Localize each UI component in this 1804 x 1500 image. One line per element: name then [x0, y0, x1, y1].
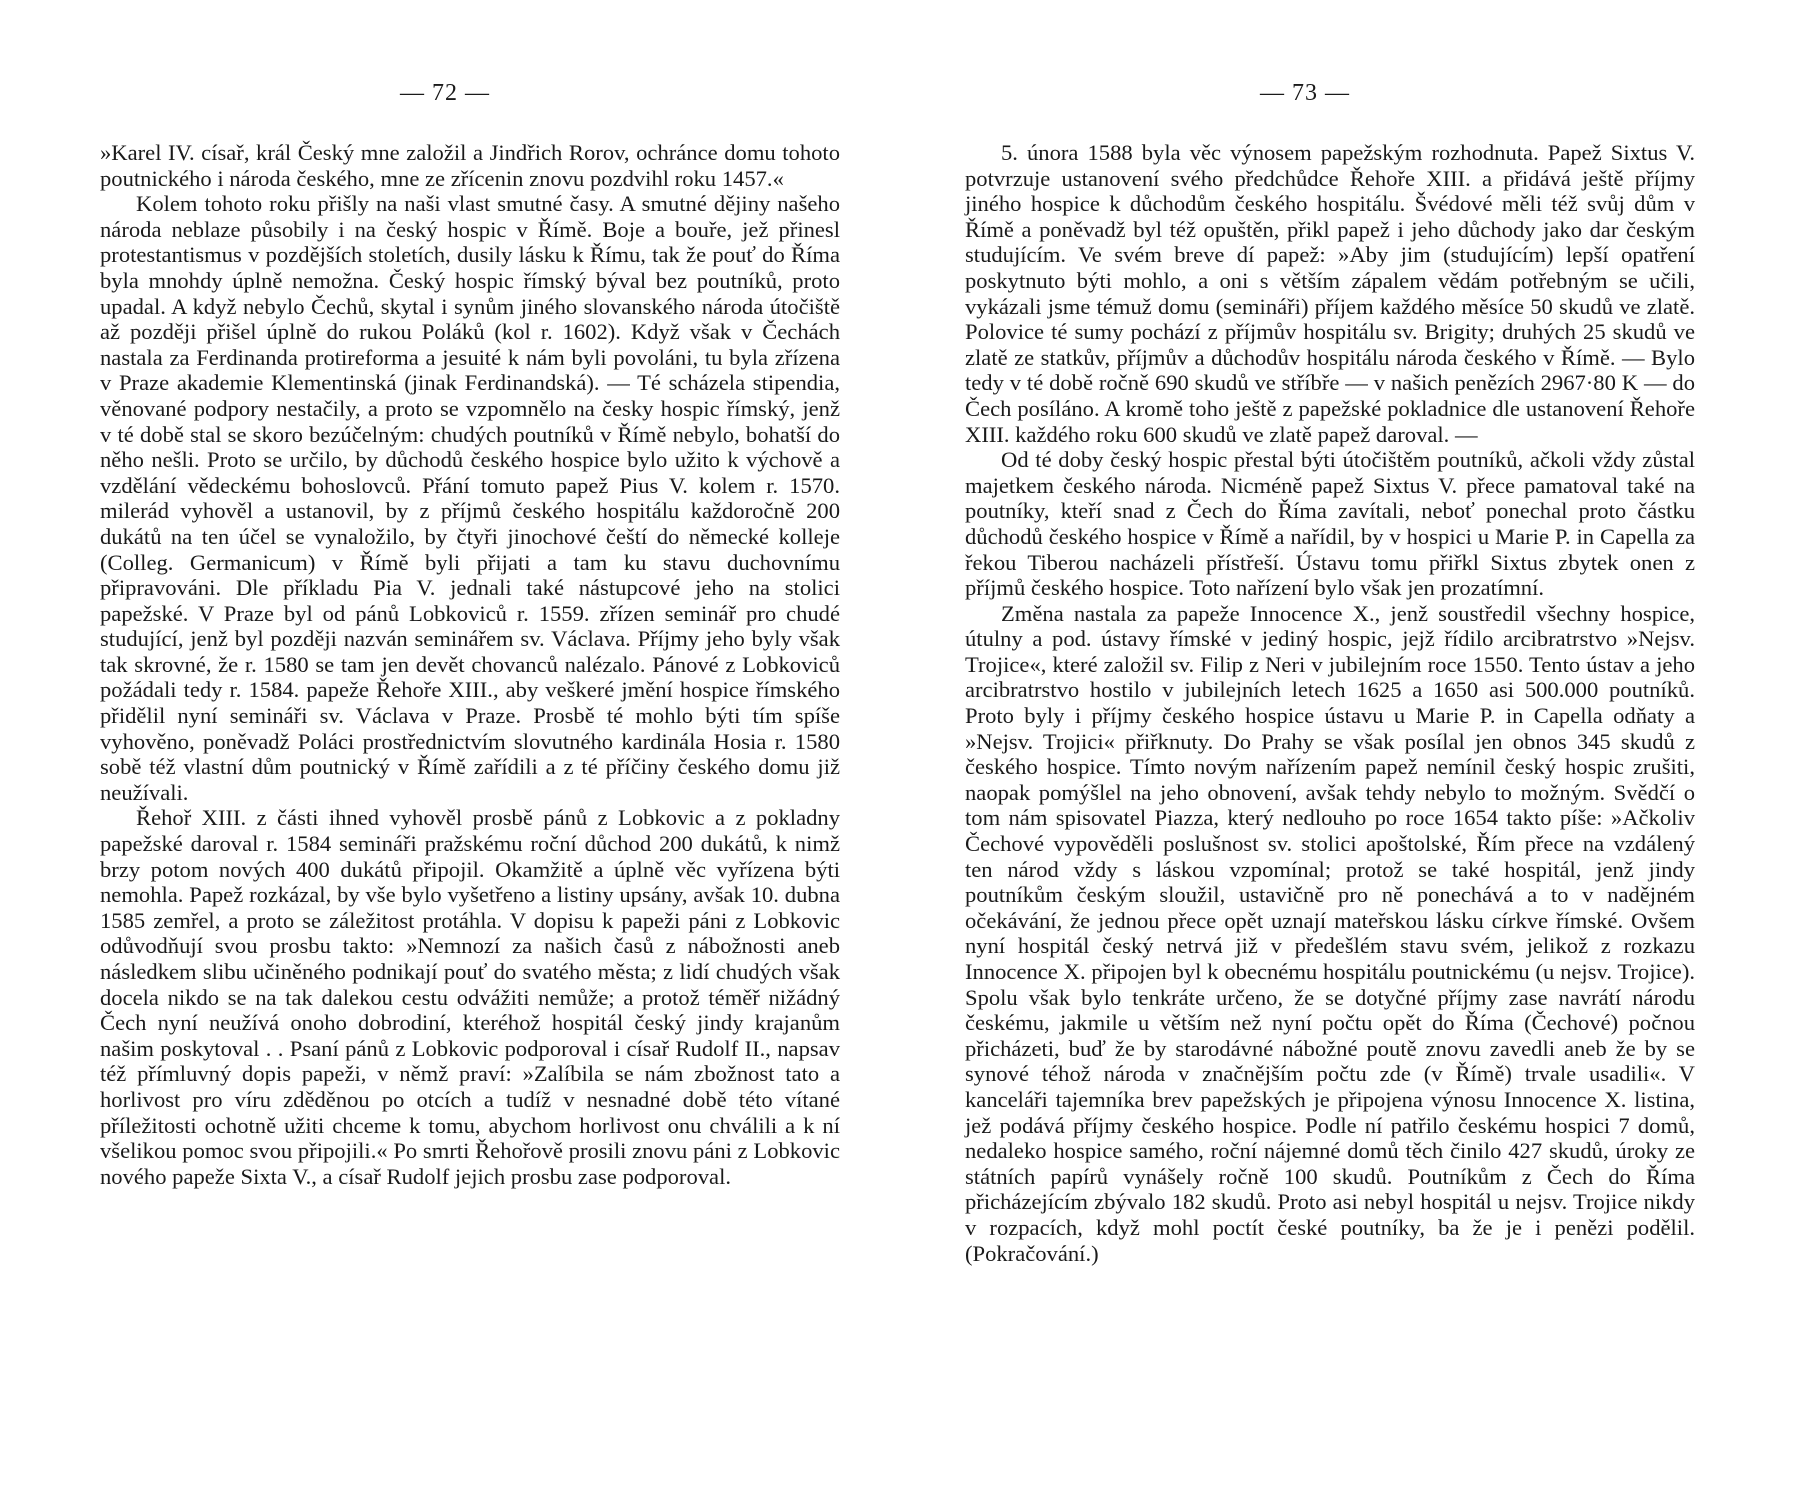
page-number-left: — 72 — [400, 80, 490, 106]
left-page [100, 0, 840, 1500]
paragraph: Od té doby český hospic přestal býti útočištěm poutníků, ačkoli vždy zůstal majetkem českého národa. Nicméně papež Sixtus V. přece pamatoval také na poutníky, kteří snad z Čech do Říma zavítali, neboť ponechal proto částku důchodů českého hospice v Římě a nařídil, by v hospici u Marie P. in Capella za řekou Tiberou nacházeli přístřeší. Ústavu tomu přiřkl Sixtus zbytek onen z příjmů českého hospice. Toto nařízení bylo však jen prozatímní. [965, 447, 1695, 601]
right-page [965, 0, 1695, 1500]
paragraph: Kolem tohoto roku přišly na naši vlast smutné časy. A smutné dějiny našeho národa neblaze působily i na český hospic v Římě. Boje a bouře, jež přinesl protestantismus v pozdějších stoletích, dusily lásku k Římu, tak že pouť do Říma byla mnohdy úplně nemožna. Český hospic římský býval bez poutníků, proto upadal. A když nebylo Čechů, skytal i synům jiného slovanského národa útočiště až později přišel úplně do rukou Poláků (kol r. 1602). Když však v Čechách nastala za Ferdinanda protireforma a jesuité k nám byli povoláni, tu byla zřízena v Praze akademie Klementinská (jinak Ferdinandská). — Té scházela stipendia, věnované podpory nestačily, a proto se vzpomnělo na česky hospic římský, jenž v té době stal se skoro bezúčelným: chudých poutníků v Římě nebylo, bohatší do něho nešli. Proto se určilo, by důchodů českého hospice bylo užito k výchově a vzdělání vědeckému bohoslovců. Přání tomuto papež Pius V. kolem r. 1570. milerád vyhověl a ustanovil, by z příjmů českého hospitálu každoročně 200 dukátů na ten účel se vynaložilo, by čtyři jinochové čeští do německé kolleje (Colleg. Germanicum) v Římě byli přijati a tam ku stavu duchovnímu připravováni. Dle příkladu Pia V. jednali také nástupcové jeho na stolici papežské. V Praze byl od pánů Lobkoviců r. 1559. zřízen seminář pro chudé studující, jenž byl později nazván seminářem sv. Václava. Příjmy jeho byly však tak skrovné, že r. 1580 se tam jen devět chovanců nalézalo. Pánové z Lobkoviců požádali tedy r. 1584. papeže Řehoře XIII., aby veškeré jmění hospice římského přidělil nyní semináři sv. Václava v Praze. Prosbě té mohlo býti tím spíše vyhověno, poněvadž Poláci prostřednictvím slovutného kardinála Hosia r. 1580 sobě též vlastní dům poutnický v Římě zařídili a z té příčiny českého domu již neužívali. [100, 191, 840, 805]
paragraph: Změna nastala za papeže Innocence X., jenž soustředil všechny hospice, útulny a pod. ústavy římské v jediný hospic, jejž řídilo arcibratrstvo »Nejsv. Trojice«, které založil sv. Filip z Neri v jubilejním roce 1550. Tento ústav a jeho arcibratrstvo hostilo v jubilejních letech 1625 a 1650 asi 500.000 poutníků. Proto byly i příjmy českého hospice ústavu u Marie P. in Capella odňaty a »Nejsv. Trojici« přiřknuty. Do Prahy se však posílal jen obnos 345 skudů z českého hospice. Tímto novým nařízením papež nemínil český hospic zrušiti, naopak pomýšlel na jeho obnovení, avšak tehdy nebylo to možným. Svědčí o tom nám spisovatel Piazza, který nedlouho po roce 1654 takto píše: »Ačkoliv Čechové vypověděli poslušnost sv. stolici apoštolské, Řím přece na vzdálený ten národ vždy s láskou vzpomínal; protož se také hospitál, jenž jindy poutníkům českým sloužil, ustavičně pro ně ponechává a to v nadějném očekávání, že jednou přece opět uznají mateřskou lásku církve římské. Ovšem nyní hospitál český netrvá již v předešlém stavu svém, jelikož z rozkazu Innocence X. připojen byl k obecnému hospitálu poutnickému (u nejsv. Trojice). Spolu však bylo tenkráte určeno, že se dotyčné příjmy zase navrátí národu českému, jakmile u větším než nyní počtu opět do Říma (Čechové) počnou přicházeti, buď že by starodávné nábožné poutě znovu zavedli aneb že by se synové téhož národa v značnějším počtu zde (v Římě) trvale usadili«. V kanceláři tajemníka brev papežských je připojena výnosu Innocence X. listina, jež podává příjmy českého hospice. Podle ní patřilo českému hospici 7 domů, nedaleko hospice samého, roční nájemné domů těch činilo 427 skudů, úroky ze státních papírů vynášely ročně 100 skudů. Poutníkům z Čech do Říma přicházejícím zbývalo 182 skudů. Proto asi nebyl hospitál u nejsv. Trojice nikdy v rozpacích, když mohl poctít české poutníky, ba že je i penězi podělil. (Pokračování.) [965, 600, 1695, 1266]
paragraph: »Karel IV. císař, král Český mne založil a Jindřich Rorov, ochránce domu tohoto poutnického i národa českého, mne ze zřícenin znovu pozdvihl roku 1457.« [100, 140, 840, 191]
right-page-text [965, 140, 1695, 1266]
paragraph: Řehoř XIII. z části ihned vyhověl prosbě pánů z Lobkovic a z pokladny papežské daroval r. 1584 semináři pražskému roční důchod 200 dukátů, k nimž brzy potom nových 400 dukátů připojil. Okamžitě a úplně věc vyřízena býti nemohla. Papež rozkázal, by vše bylo vyšetřeno a listiny upsány, avšak 10. dubna 1585 zemřel, a proto se záležitost protáhla. V dopisu k papeži páni z Lobkovic odůvodňují svou prosbu takto: »Nemnozí za našich časů z nábožnosti aneb následkem slibu učiněného podnikají pouť do svatého města; z lidí chudých však docela nikdo se na tak dalekou cestu odvážiti nemůže; a protož téměř nižádný Čech nyní neužívá onoho dobrodiní, kteréhož hospitál český jindy krajanům našim poskytoval . . Psaní pánů z Lobkovic podporoval i císař Rudolf II., napsav též přímluvný dopis papeži, v němž praví: »Zalíbila se nám zbožnost tato a horlivost pro víru zděděnou po otcích a tudíž v nesnadné době této vítané příležitosti ochotně užiti chceme k tomu, abychom horlivost onu chválili a k ní všelikou pomoc svou připojili.« Po smrti Řehořově prosili znovu páni z Lobkovic nového papeže Sixta V., a císař Rudolf jejich prosbu zase podporoval. [100, 805, 840, 1189]
left-page-text [100, 140, 840, 1189]
page-number-right: — 73 — [1260, 80, 1350, 106]
paragraph: 5. února 1588 byla věc výnosem papežským rozhodnuta. Papež Sixtus V. potvrzuje ustanovení svého předchůdce Řehoře XIII. a přidává ještě příjmy jiného hospice k důchodům českého hospitálu. Švédové měli též svůj dům v Římě a poněvadž byl též opuštěn, přikl papež i jeho důchody jako dar českým studujícím. Ve svém breve dí papež: »Aby jim (studujícím) lepší opatření poskytnuto býti mohlo, a oni s větším zápalem vědám potřebným se učili, vykázali jsme témuž domu (semináři) příjem každého měsíce 50 skudů ve zlatě. Polovice té sumy pochází z příjmův hospitálu sv. Brigity; druhých 25 skudů ve zlatě ze statkův, příjmův a důchodův hospitálu národa českého v Římě. — Bylo tedy v té době ročně 690 skudů ve stříbře — v našich penězích 2967·80 K — do Čech posíláno. A kromě toho ještě z papežské pokladnice dle ustanovení Řehoře XIII. každého roku 600 skudů ve zlatě papež daroval. — [965, 140, 1695, 447]
